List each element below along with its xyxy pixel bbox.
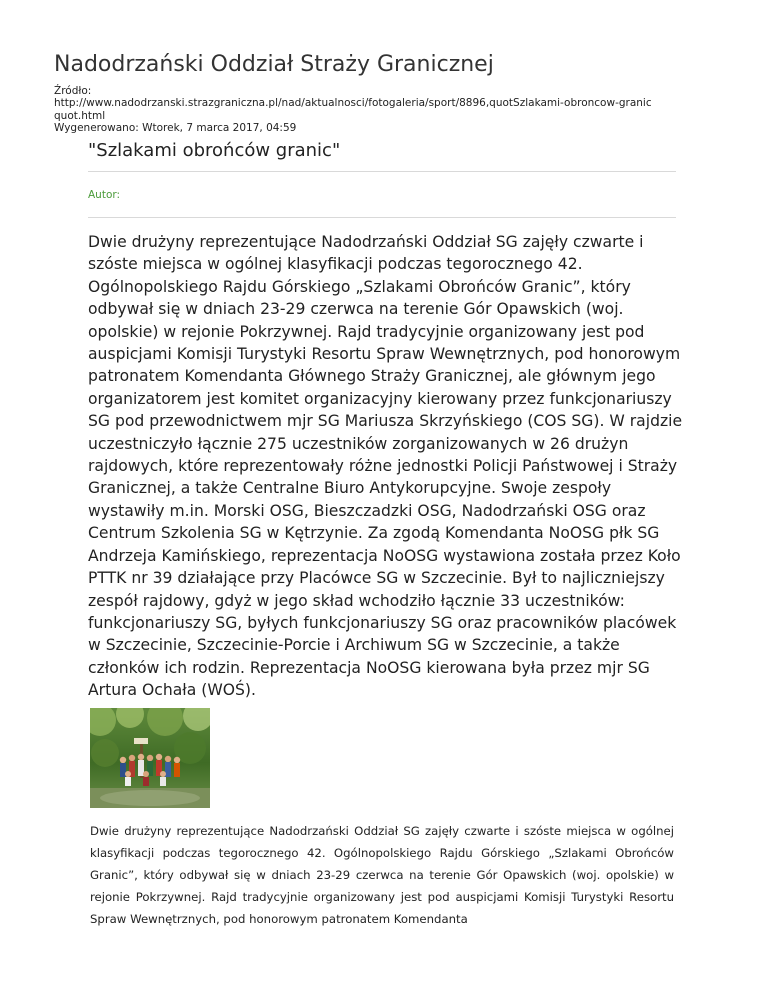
article-lead: Dwie drużyny reprezentujące Nadodrzański Oddział SG zajęły czwarte i szóste miejsca w ogólnej klasyfikacji podczas tegorocznego 42. Ogólnopolskiego Rajdu Górskiego „Szlakami Obrońców Granic”, który odbywał się w dniach 23-29 czerwca na terenie Gór Opawskich (woj. opolskie) w rejonie Pokrzywnej. Rajd tradycyjnie organizowany jest pod auspicjami Komisji Turystyki Resortu Spraw Wewnętrznych, pod honorowym patronatem Komendanta Głównego Straży Granicznej, ale głównym jego organizatorem jest komitet organizacyjny kierowany przez funkcjonariuszy SG pod przewodnictwem mjr SG Mariusza Skrzyńskiego (COS SG). W rajdzie uczestniczyło łącznie 275 uczestników zorganizowanych w 26 drużyn rajdowych, które reprezentowały różne jednostki Policji Państwowej i Straży Granicznej, a także Centralne Biuro Antykorupcyjne. Swoje zespoły wystawiły m.in. Morski OSG, Bieszczadzki OSG, Nadodrzański OSG oraz Centrum Szkolenia SG w Kętrzynie. Za zgodą Komendanta NoOSG płk SG Andrzeja Kamińskiego, reprezentacja NoOSG wystawiona została przez Koło PTTK nr 39 działające przy Placówce SG w Szczecinie. Był to najliczniejszy zespół rajdowy, gdyż w jego skład wchodziło łącznie 33 uczestników: funkcjonariuszy SG, byłych funkcjonariuszy SG oraz pracowników placówek w Szczecinie, Szczecinie-Porcie i Archiwum SG w Szczecinie, a także członków ich rodzin. Reprezentacja NoOSG kierowana była przez mjr SG Artura Ochała (WOŚ). xyxy=(88,233,683,700)
source-url[interactable] xyxy=(54,97,714,109)
generated-date: Wygenerowano: Wtorek, 7 marca 2017, 04:59 xyxy=(54,122,297,135)
source-url-line1[interactable]: http://www.nadodrzanski.strazgraniczna.pl/nad/aktualnosci/fotogaleria/sport/8896,quotSzlakami-obroncow-granic xyxy=(54,97,652,110)
author-label: Autor: xyxy=(88,189,121,201)
article-body: Dwie drużyny reprezentujące Nadodrzański Oddział SG zajęły czwarte i szóste miejsca w ogólnej klasyfikacji podczas tegorocznego 42. Ogólnopolskiego Rajdu Górskiego „Szlakami Obrońców Granic”, który odbywał się w dniach 23-29 czerwca na terenie Gór Opawskich (woj. opolskie) w rejonie Pokrzywnej. Rajd tradycyjnie organizowany jest pod auspicjami Komisji Turystyki Resortu Spraw Wewnętrznych, pod honorowym patronatem Komendanta xyxy=(90,824,674,926)
group-photo-image xyxy=(90,708,210,808)
source-url-continued[interactable]: quot.html xyxy=(54,109,106,122)
article-title: "Szlakami obrońców granic" xyxy=(88,140,341,161)
group-photo[interactable] xyxy=(90,708,210,808)
document-meta xyxy=(54,85,714,135)
source-label: Źródło: xyxy=(54,85,92,97)
site-title: Nadodrzański Oddział Straży Granicznej xyxy=(54,52,494,77)
title-divider xyxy=(88,171,676,172)
author-divider xyxy=(88,217,676,218)
